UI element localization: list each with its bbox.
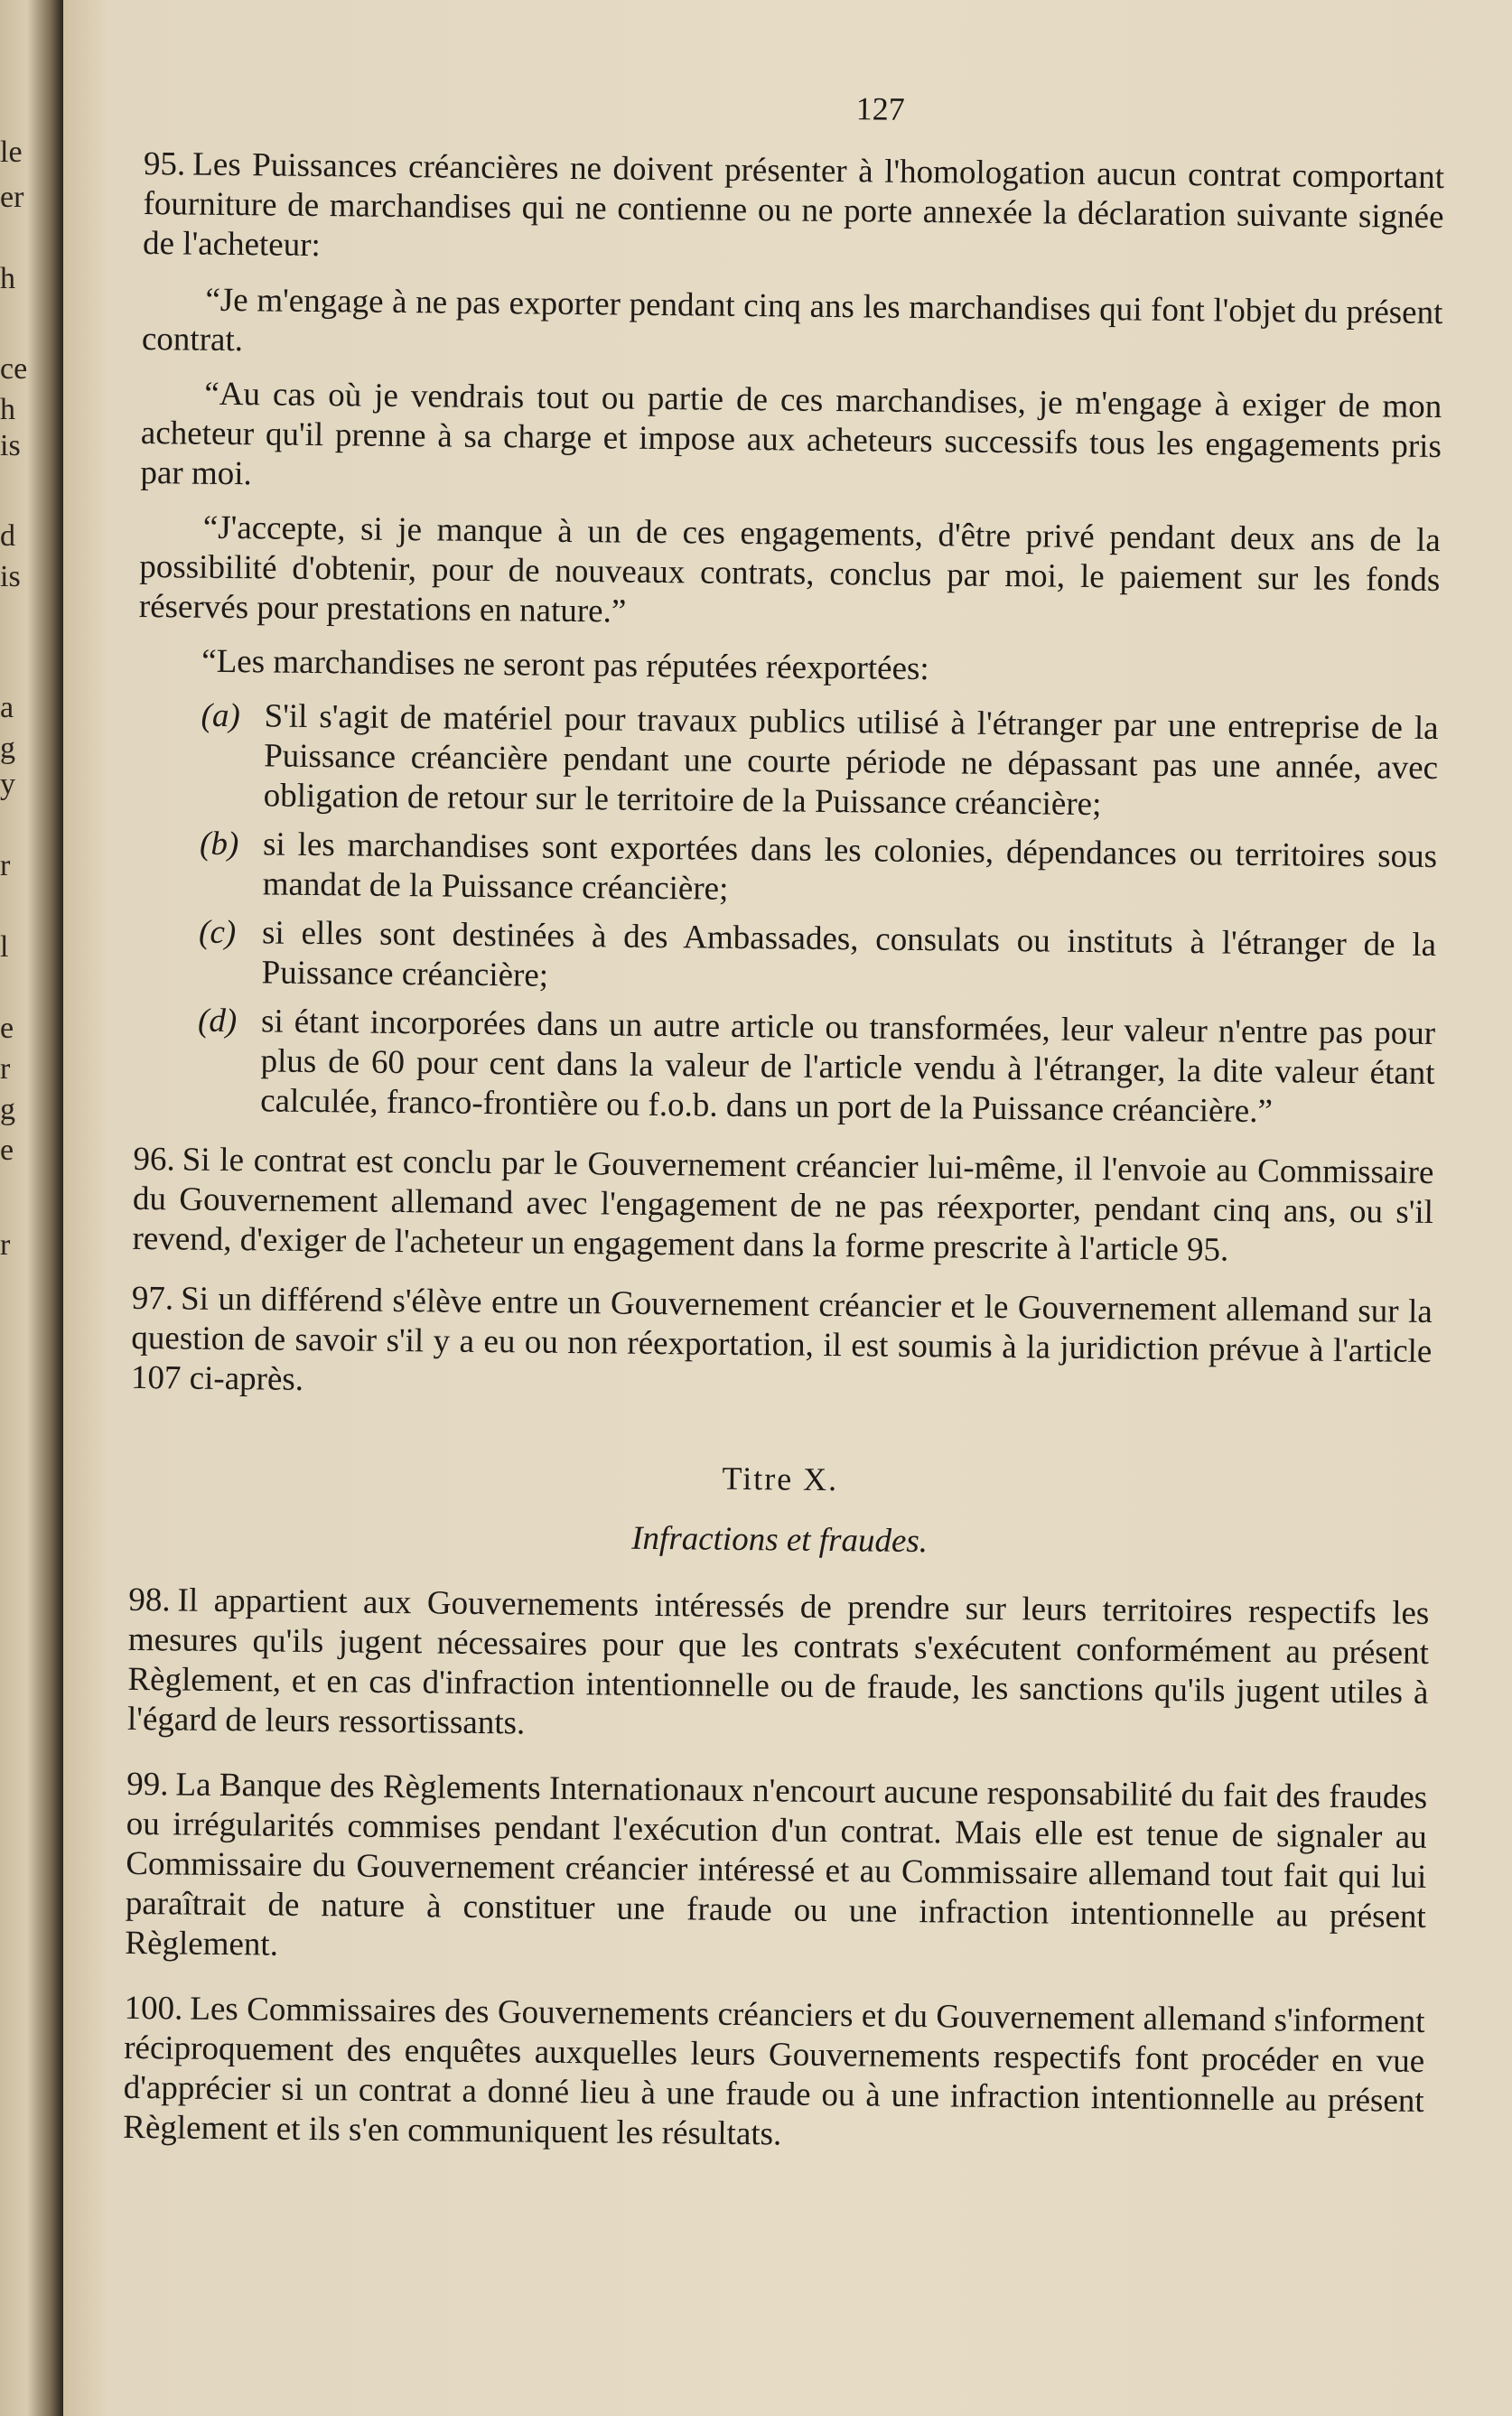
- article-100: [123, 1989, 1425, 2161]
- list-item: [199, 825, 1437, 917]
- list-item: [200, 696, 1438, 828]
- gutter-fragment: y: [0, 768, 15, 801]
- facing-page-edge: [0, 0, 63, 2416]
- item-label: (c): [198, 913, 237, 952]
- gutter-fragment: e: [0, 1012, 14, 1045]
- article-number: 96.: [133, 1140, 175, 1179]
- item-text: si étant incorporées dans un autre article ou transformées, leur valeur n'entre pas pour plus de 60 pour cent dans la valeur de l'article vendu à l'étranger, la dite valeur étant calculée, franco-frontière ou f.o.b. dans un port de la Puissance créancière.”: [259, 1003, 1436, 1131]
- gutter-fragment: is: [0, 560, 21, 593]
- gutter-fragment: a: [0, 691, 14, 724]
- article-number: 99.: [126, 1765, 169, 1804]
- item-text: S'il s'agit de matériel pour travaux publics utilisé à l'étranger par une entreprise de la Puissance créancière pendant une courte période ne dépassant pas une année, avec obligation de retour sur le territoire de la Puissance créancière;: [263, 697, 1439, 824]
- article-number: 100.: [124, 1989, 183, 2028]
- article-96: [132, 1140, 1433, 1273]
- page-number: 127: [855, 90, 905, 127]
- item-label: (b): [199, 825, 239, 863]
- list-item: [198, 913, 1436, 1005]
- gutter-fragment: e: [0, 1133, 14, 1167]
- gutter-fragment: r: [0, 1052, 11, 1086]
- list-item: [197, 1002, 1435, 1133]
- page-body: [123, 81, 1445, 2178]
- article-text: Les Puissances créancières ne doivent présenter à l'homologation aucun contrat comportant fourniture de marchandises qui ne contienne ou ne porte annexée la déclaration suivante signée de l'acheteur:: [142, 145, 1445, 265]
- gutter-fragment: is: [0, 429, 21, 462]
- gutter-fragment: r: [0, 1228, 11, 1262]
- article-99: [125, 1765, 1427, 1977]
- quote-4: “Les marchandises ne seront pas réputées réexportées:: [201, 642, 929, 688]
- exceptions-list: [134, 695, 1439, 1133]
- gutter-fragment: le: [0, 135, 23, 169]
- gutter-fragment: ce: [0, 352, 28, 386]
- article-number: 97.: [131, 1279, 174, 1318]
- quote-3: “J'accepte, si je manque à un de ces engagements, d'être privé pendant deux ans de la possibilité d'obtenir, pour de nouveaux contrats, conclus par moi, le paiement sur les fonds réservés pour prestations en nature.”: [138, 508, 1441, 630]
- gutter-fragment: g: [0, 732, 15, 765]
- gutter-fragment: d: [0, 519, 15, 553]
- section-title: Titre X.: [722, 1460, 839, 1498]
- gutter-fragment: er: [0, 181, 24, 214]
- article-text: Si le contrat est conclu par le Gouvernement créancier lui-même, il l'envoie au Commissaire du Gouvernement allemand avec l'engagement de ne pas réexporter, pendant cinq ans, ou s'il revend, d'exiger de l'acheteur un engagement dans la forme prescrite à l'article 95.: [132, 1141, 1434, 1269]
- article-95: [143, 145, 1444, 277]
- item-label: (a): [201, 696, 241, 735]
- article-number: 95.: [143, 145, 186, 183]
- item-text: si elles sont destinées à des Ambassades, consulats ou instituts à l'étranger de la Puissance créancière;: [261, 914, 1437, 994]
- article-text: Si un différend s'élève entre un Gouvernement créancier et le Gouvernement allemand sur la question de savoir s'il y a eu ou non réexportation, il est soumis à la juridiction prévue à l'article 107 ci-après.: [130, 1280, 1433, 1398]
- article-number: 98.: [128, 1581, 171, 1619]
- gutter-fragment: g: [0, 1093, 15, 1126]
- article-text: Il appartient aux Gouvernements intéressés de prendre sur leurs territoires respectifs les mesures qu'ils jugent nécessaires pour que les contrats s'exécutent conformément au présent Règlement, et en cas d'infraction intentionnelle ou de fraude, les sanctions qu'ils jugent utiles à l'égard de leurs ressortissants.: [126, 1581, 1430, 1742]
- quote-2: “Au cas où je vendrais tout ou partie de ces marchandises, je m'engage à exiger de mon acheteur qu'il prenne à sa charge et impose aux acheteurs successifs tous les engagements pris par moi.: [140, 375, 1442, 493]
- item-label: (d): [197, 1002, 238, 1040]
- article-text: Les Commissaires des Gouvernements créanciers et du Gouvernement allemand s'informent réciproquement des enquêtes auxquelles leurs Gouvernements respectifs font procéder en vue d'apprécier si un contrat a donné lieu à une fraude ou à une infraction intentionnelle au présent Règlement et ils s'en communiquent les résultats.: [123, 1990, 1425, 2153]
- article-text: La Banque des Règlements Internationaux n'encourt aucune responsabilité du fait des fraudes ou irrégularités commises pendant l'exécution d'un contrat. Mais elle est tenue de signaler au Commissaire du Gouvernement créancier intéressé et au Commissaire allemand tout fait qui lui paraîtrait de nature à constituer une fraude ou une infraction intentionnelle au présent Règlement.: [125, 1766, 1428, 1964]
- item-text: si les marchandises sont exportées dans les colonies, dépendances ou territoires sous mandat de la Puissance créancière;: [262, 826, 1438, 908]
- article-98: [127, 1581, 1430, 1753]
- gutter-fragment: h: [0, 393, 15, 426]
- gutter-fragment: r: [0, 849, 11, 882]
- gutter-fragment: l: [0, 930, 9, 964]
- article-97: [131, 1279, 1433, 1412]
- gutter-fragment: h: [0, 262, 15, 295]
- section-subtitle: Infractions et fraudes.: [630, 1519, 929, 1561]
- quote-1: “Je m'engage à ne pas exporter pendant cinq ans les marchandises qui font l'objet du présent contrat.: [141, 281, 1443, 359]
